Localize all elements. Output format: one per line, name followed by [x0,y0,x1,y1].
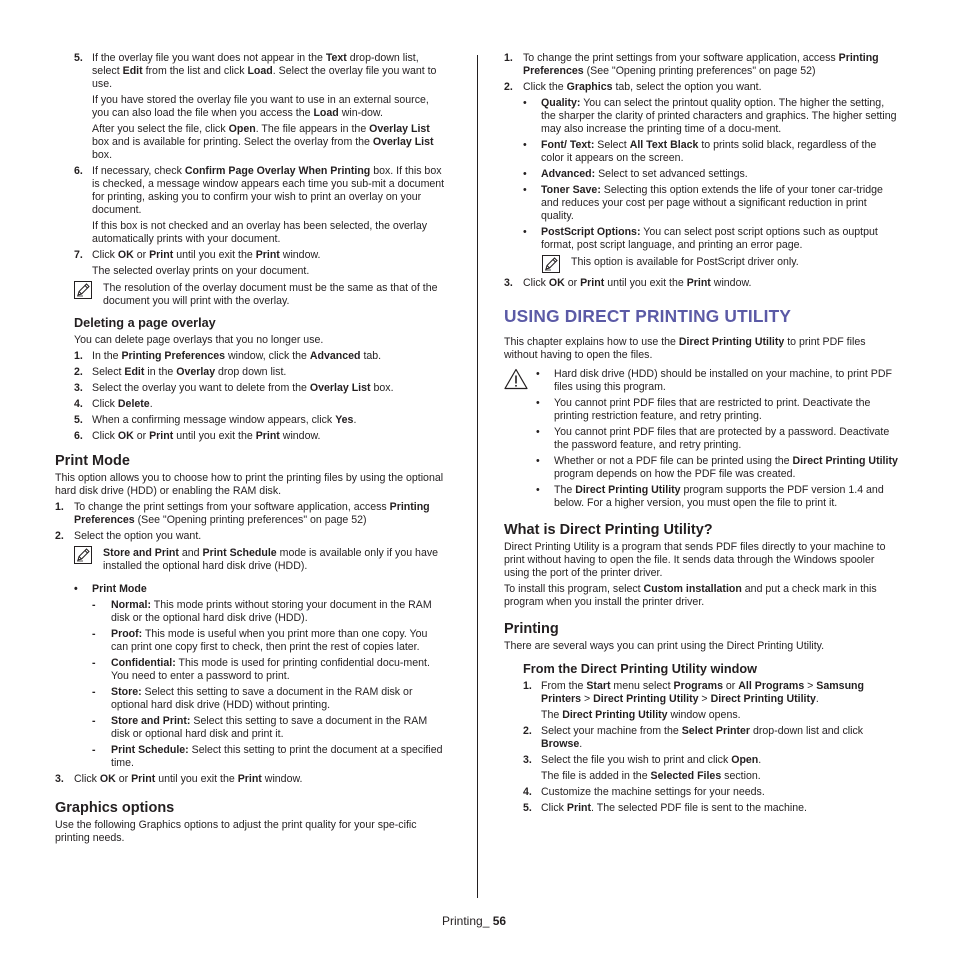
list-item [504,52,898,78]
list-item [504,277,898,290]
step-text: Click the Graphics tab, select the option you want. [523,81,762,93]
list-item [504,680,898,706]
printing-intro: There are several ways you can print using the Direct Printing Utility. [504,640,825,652]
step-number: 2. [504,81,513,93]
what-is-dpu-heading: What is Direct Printing Utility? [504,522,713,538]
graphics-option: • Quality: You can select the printout quality option. The higher the setting, the sharper the clarity of printed characters and graphics. The higher setting may also increase the printing time of a docu-ment. [504,97,898,136]
print-mode-option: - Confidential: This mode is used for printing confidential docu-ment. You need to enter a password to print. [55,657,447,683]
overlay-note-text: The resolution of the overlay document must be the same as that of the document you will print with the overlay. [103,282,438,307]
step-text: Click OK or Print until you exit the Print window. [92,249,321,261]
graphics-intro: Use the following Graphics options to adjust the print quality for your spe-cific printing needs. [55,819,417,844]
graphics-options-heading: Graphics options [55,800,175,816]
step-text: If necessary, check Confirm Page Overlay When Printing box. If this box is checked, a message window appears each time you sub-mit a document for printing, asking you to confirm your wish to print an overlay on your document. [92,165,445,216]
step-text: Select Edit in the Overlay drop down list. [92,366,287,378]
step-number: 5. [74,52,83,64]
step-number: 6. [74,430,83,442]
step-number: 7. [74,249,83,261]
step-number: 2. [55,530,64,542]
print-mode-note-text: Store and Print and Print Schedule mode is available only if you have installed the optional hard disk drive (HDD). [103,547,439,572]
graphics-last-step [504,277,898,290]
list-item [504,81,898,94]
footer-page-number: 56 [492,914,507,928]
what-p2: To install this program, select Custom installation and put a check mark in this program when you install the printer driver. [504,583,877,608]
graphics-option: • Font/ Text: Select All Text Black to prints solid black, regardless of the color it appears on the screen. [504,139,898,165]
printing-heading: Printing [504,621,559,637]
list-item [504,786,898,799]
list-item [55,366,447,379]
step-note: The selected overlay prints on your document. [92,265,310,277]
step-text: Click OK or Print until you exit the Print window. [92,430,321,442]
step-note: The file is added in the Selected Files section. [541,770,761,782]
step-note: If this box is not checked and an overlay has been selected, the overlay automatically prints with your document. [92,220,428,245]
step-number: 4. [523,786,532,798]
list-item [55,501,447,527]
note-pencil-icon [74,281,92,299]
step-number: 3. [74,382,83,394]
graphics-note-text: This option is available for PostScript driver only. [571,256,799,268]
step-text: To change the print settings from your software application, access Printing Preferences (See "Opening printing preferences" on page 52) [74,501,430,526]
step-number: 5. [74,414,83,426]
step-text: In the Printing Preferences window, click the Advanced tab. [92,350,382,362]
print-mode-bullet: • Print Mode [55,583,447,596]
graphics-note [504,256,898,269]
step-number: 1. [523,680,532,692]
list-item [504,725,898,751]
step-text: Select the option you want. [74,530,202,542]
print-mode-option: - Proof: This mode is useful when you print more than one copy. You can print one copy first to check, then print the rest of copies later. [55,628,447,654]
step-number: 1. [74,350,83,362]
list-item [55,430,447,443]
graphics-bullets [504,97,898,252]
deleting-steps [55,350,447,443]
step-note: After you select the file, click Open. The file appears in the Overlay List box and is available for printing. Select the overlay from the Overlay List box. [92,123,434,161]
overlay-note [55,282,447,308]
step-text: When a confirming message window appears, click Yes. [92,414,357,426]
list-item [55,414,447,427]
list-item [55,249,447,262]
footer-section: Printing_ [442,914,490,928]
graphics-option: • PostScript Options: You can select post script options such as ouptput format, post script language, and printing an error page. [504,226,898,252]
graphics-option: • Advanced: Select to set advanced settings. [504,168,898,181]
print-mode-heading: Print Mode [55,453,130,469]
dpu-caution-list [534,368,898,510]
list-item [504,802,898,815]
what-p1: Direct Printing Utility is a program that sends PDF files directly to your machine to print without having to open the file. It sends data through the Windows spooler using the port of the printer driver. [504,541,886,579]
step-number: 3. [523,754,532,766]
step-text: Select the overlay you want to delete from the Overlay List box. [92,382,394,394]
step-number: 4. [74,398,83,410]
from-window-steps [504,680,898,815]
list-item [55,773,447,786]
print-mode-last-step [55,773,447,786]
graphics-steps [504,52,898,94]
column-divider [477,55,478,898]
step-text: Click Print. The selected PDF file is sent to the machine. [541,802,807,814]
caution-item: • You cannot print PDF files that are protected by a password. Deactivate the password feature, and retry printing. [534,426,898,452]
note-pencil-icon [74,546,92,564]
print-mode-option: - Store and Print: Select this setting to save a document in the RAM disk or optional hard disk and print it. [55,715,447,741]
overlay-steps [55,52,447,278]
step-text: From the Start menu select Programs or All Programs > Samsung Printers > Direct Printing Utility > Direct Printing Utility. [541,680,864,705]
dpu-intro: This chapter explains how to use the Direct Printing Utility to print PDF files without having to open the files. [504,336,866,361]
step-text: To change the print settings from your software application, access Printing Preferences (See "Opening printing preferences" on page 52) [523,52,879,77]
step-text: Click OK or Print until you exit the Print window. [74,773,303,785]
caution-icon [504,368,528,390]
step-text: Customize the machine settings for your needs. [541,786,765,798]
left-column [55,52,447,845]
step-number: 1. [55,501,64,513]
step-text: Click Delete. [92,398,153,410]
list-item [504,754,898,767]
step-text: Click OK or Print until you exit the Print window. [523,277,752,289]
print-mode-option: - Print Schedule: Select this setting to print the document at a specified time. [55,744,447,770]
graphics-option: • Toner Save: Selecting this option extends the life of your toner car-tridge and reduces your cost per page without a significant reduction in print quality. [504,184,898,223]
print-mode-option: - Normal: This mode prints without storing your document in the RAM disk or the optional hard disk drive (HDD). [55,599,447,625]
list-item [55,398,447,411]
print-mode-note [55,547,447,573]
print-mode-option: - Store: Select this setting to save a document in the RAM disk or optional hard disk drive (HDD) without printing. [55,686,447,712]
deleting-intro: You can delete page overlays that you no longer use. [74,334,324,346]
step-text: Select your machine from the Select Printer drop-down list and click Browse. [541,725,864,750]
step-note: If you have stored the overlay file you want to use in an external source, you can also load the file when you access the Load win-dow. [92,94,429,119]
print-mode-intro: This option allows you to choose how to print the printing files by using the optional hard disk drive (HDD) or enabling the RAM disk. [55,472,444,497]
step-note: The Direct Printing Utility window opens. [541,709,741,721]
step-text: Select the file you wish to print and click Open. [541,754,762,766]
step-number: 1. [504,52,513,64]
step-number: 6. [74,165,83,177]
caution-item: • The Direct Printing Utility program supports the PDF version 1.4 and below. For a higher version, you must open the file to print it. [534,484,898,510]
print-mode-options [55,599,447,770]
step-number: 5. [523,802,532,814]
list-item [55,382,447,395]
caution-item: • Whether or not a PDF file can be printed using the Direct Printing Utility program depends on how the PDF file was created. [534,455,898,481]
list-item [55,165,447,217]
step-number: 3. [504,277,513,289]
right-column [504,52,898,818]
step-number: 2. [74,366,83,378]
list-item [55,530,447,543]
dpu-chapter-title: USING DIRECT PRINTING UTILITY [504,306,792,326]
step-number: 3. [55,773,64,785]
caution-item: • You cannot print PDF files that are restricted to print. Deactivate the printing restriction feature, and retry printing. [534,397,898,423]
list-item [55,350,447,363]
note-pencil-icon [542,255,560,273]
page-footer [442,914,506,928]
from-window-heading: From the Direct Printing Utility window [523,662,758,676]
step-text: If the overlay file you want does not appear in the Text drop-down list, select Edit from the list and click Load. Select the overlay file you want to use. [92,52,437,90]
list-item [55,52,447,91]
print-mode-steps [55,501,447,543]
deleting-overlay-heading: Deleting a page overlay [74,316,216,330]
step-number: 2. [523,725,532,737]
dpu-caution [504,368,898,510]
caution-item: • Hard disk drive (HDD) should be installed on your machine, to print PDF files using this program. [534,368,898,394]
